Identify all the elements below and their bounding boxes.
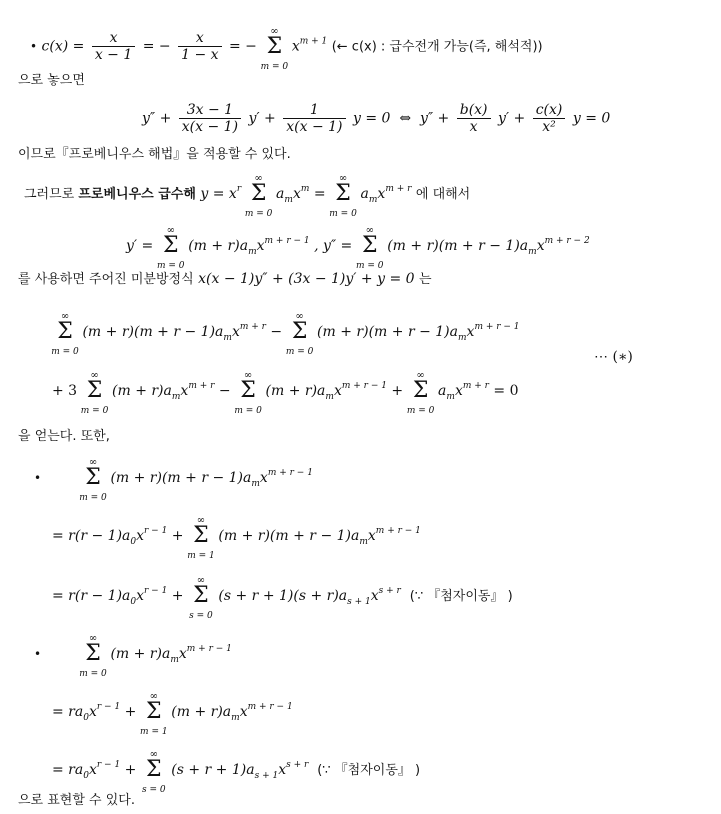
var: x xyxy=(466,324,475,340)
minus: − xyxy=(218,383,231,399)
exponent: r xyxy=(236,184,242,194)
var: x xyxy=(88,704,97,720)
term: (s + r + 1)a xyxy=(171,762,255,778)
equation-c-definition xyxy=(30,25,543,72)
sum-lower: m = 1 xyxy=(140,727,168,737)
bullet: • xyxy=(34,471,42,485)
text-frobenius: 이므로『프로베니우스 해법』을 적용할 수 있다. xyxy=(18,147,291,162)
term: (m + r)a xyxy=(265,383,326,399)
ode: x(x − 1)y″ + (3x − 1)y′ + y = 0 xyxy=(198,271,415,287)
numerator: b(x) xyxy=(457,102,491,119)
numerator: 3x − 1 xyxy=(179,102,241,119)
sum-lower: m = 0 xyxy=(51,347,79,357)
subscript: s + 1 xyxy=(347,597,371,607)
summation: ∞ Σ m = 0 xyxy=(263,36,285,58)
term: (m + r)(m + r − 1)a xyxy=(317,324,458,340)
exponent: m + r − 1 xyxy=(264,236,310,246)
subscript: 0 xyxy=(83,771,89,781)
sum-upper: ∞ xyxy=(88,457,98,468)
subscript: m xyxy=(446,392,455,402)
term: (m + r)(m + r − 1)a xyxy=(218,528,360,544)
bullet: • xyxy=(34,647,42,661)
summation: ∞ Σ m = 0 xyxy=(84,380,106,402)
plus: + xyxy=(391,383,404,399)
var: x xyxy=(370,588,379,604)
subscript: m xyxy=(359,537,368,547)
annotation: (∵ 『첨자이동』 ) xyxy=(317,763,421,778)
yp: y′ + xyxy=(497,110,526,127)
summation: ∞ Σ m = 0 xyxy=(237,380,259,402)
term: (m + r)a xyxy=(112,383,172,399)
exponent: m xyxy=(300,184,310,194)
term: = ra xyxy=(52,762,84,778)
equation-sum1-split xyxy=(52,515,421,561)
numerator: x xyxy=(178,30,221,47)
sum-upper: ∞ xyxy=(295,311,304,322)
sum-upper: ∞ xyxy=(149,691,158,702)
subscript: m xyxy=(248,247,257,257)
denominator: x² xyxy=(542,119,556,135)
equation-ode-standard-form xyxy=(142,102,610,135)
equation-star-line2 xyxy=(52,370,519,416)
sum-upper: ∞ xyxy=(196,515,206,526)
var: x xyxy=(367,528,376,544)
subscript: m xyxy=(170,655,179,665)
sum-upper: ∞ xyxy=(149,749,158,760)
summation: ∞ Σ m = 0 xyxy=(410,380,432,402)
exponent: r − 1 xyxy=(96,760,121,770)
var: x xyxy=(278,762,287,778)
sum-upper: ∞ xyxy=(243,370,253,381)
exponent: m + r − 1 xyxy=(375,526,421,536)
term: a xyxy=(438,383,447,399)
sum-lower: m = 0 xyxy=(80,406,109,416)
summation: ∞ Σ m = 0 xyxy=(54,321,76,343)
equation-sum1-shifted xyxy=(52,575,513,621)
equals-minus: = − xyxy=(228,38,257,55)
exponent: s + r xyxy=(378,586,401,596)
summation: ∞ Σ m = 1 xyxy=(190,525,212,547)
sum-upper: ∞ xyxy=(166,225,175,236)
summation: ∞ Σ m = 0 xyxy=(289,321,311,343)
subscript: m xyxy=(528,247,537,257)
exponent: m + r − 1 xyxy=(186,644,232,654)
fraction xyxy=(283,102,345,135)
subscript: m xyxy=(325,392,334,402)
sum-lower: m = 0 xyxy=(260,61,289,72)
exponent: r − 1 xyxy=(144,586,168,596)
var: x xyxy=(88,762,97,778)
term: = ra xyxy=(52,704,84,720)
subscript: 0 xyxy=(130,597,137,607)
subscript: m xyxy=(171,392,181,402)
text-end: 으로 표현할 수 있다. xyxy=(18,793,135,808)
ypp: y″ + xyxy=(419,110,450,127)
exponent: m + r xyxy=(462,381,489,391)
summation: ∞ Σ m = 0 xyxy=(160,235,182,257)
subscript: m xyxy=(284,195,293,205)
sum-lower: s = 0 xyxy=(142,785,166,795)
sum-upper: ∞ xyxy=(270,25,279,37)
sum-lower: m = 1 xyxy=(187,551,215,561)
exponent: m + r − 2 xyxy=(544,236,590,246)
text-substitute xyxy=(18,270,432,289)
var: x xyxy=(180,383,189,399)
plus: + xyxy=(171,528,184,544)
sum-lower: m = 0 xyxy=(285,347,314,357)
term: (m + r)a xyxy=(188,238,249,254)
term: (m + r)(m + r − 1)a xyxy=(387,238,529,254)
term: (s + r + 1)(s + r)a xyxy=(218,588,348,604)
sum-upper: ∞ xyxy=(60,311,70,322)
sum-lower: m = 0 xyxy=(355,261,384,271)
sum-upper: ∞ xyxy=(90,370,99,381)
yp: y′ = xyxy=(126,238,154,254)
term: = r(r − 1)a xyxy=(52,588,131,604)
term: (m + r)a xyxy=(171,704,232,720)
prefix-text: 그러므로 xyxy=(24,187,79,202)
subscript: m xyxy=(457,333,467,343)
y-eq: y = 0 xyxy=(572,110,611,127)
exponent: r − 1 xyxy=(96,702,121,712)
var: x xyxy=(136,528,145,544)
sum-upper: ∞ xyxy=(416,370,425,381)
sum-lower: m = 0 xyxy=(244,209,273,219)
coef: + 3 xyxy=(52,383,78,399)
summation: ∞ Σ m = 0 xyxy=(359,235,381,257)
numerator: x xyxy=(92,30,135,47)
equation-derivatives xyxy=(126,225,590,271)
var: x xyxy=(333,383,342,399)
exponent: m + r xyxy=(188,381,215,391)
numerator: c(x) xyxy=(533,102,566,119)
iff-symbol: ⇔ xyxy=(399,110,412,127)
exponent: m + r − 1 xyxy=(247,702,293,712)
annotation: (∵ 『첨자이동』 ) xyxy=(409,589,513,604)
plus: + xyxy=(171,588,184,604)
denominator: x(x − 1) xyxy=(286,119,343,135)
exponent: m + r − 1 xyxy=(341,381,387,391)
sum-lower: m = 0 xyxy=(406,406,435,416)
separator: , y″ = xyxy=(314,238,353,254)
minus: − xyxy=(270,324,283,340)
ypp: y″ + xyxy=(142,110,172,127)
equation-label: ⋯ (∗) xyxy=(594,349,633,365)
fraction xyxy=(178,30,221,63)
var: x xyxy=(536,238,545,254)
term: x xyxy=(291,38,300,55)
var: x xyxy=(239,704,248,720)
plus: + xyxy=(124,762,137,778)
var: x xyxy=(231,324,240,340)
equation-star-line1 xyxy=(51,311,520,357)
exponent: s + r xyxy=(286,760,309,770)
text-get: 을 얻는다. 또한, xyxy=(18,429,110,444)
summation: ∞ Σ m = 0 xyxy=(82,643,104,665)
summation: ∞ Σ s = 0 xyxy=(143,759,165,781)
exponent: m + r − 1 xyxy=(267,468,313,478)
equals-zero: = 0 xyxy=(493,383,519,399)
numerator: 1 xyxy=(283,102,345,119)
denominator: 1 − x xyxy=(181,47,219,63)
fraction xyxy=(92,30,135,63)
fraction xyxy=(533,102,566,135)
sum-lower: m = 0 xyxy=(79,493,107,503)
subscript: s + 1 xyxy=(254,771,279,781)
subscript: 0 xyxy=(130,537,137,547)
var: x xyxy=(454,383,463,399)
exponent: m + r xyxy=(239,322,266,332)
equation-sum2 xyxy=(34,633,232,679)
subscript: m xyxy=(368,195,378,205)
var: x xyxy=(136,588,145,604)
var: x xyxy=(292,186,301,202)
suffix-text: 에 대해서 xyxy=(415,187,471,202)
var: x xyxy=(256,238,265,254)
summation: ∞ Σ s = 0 xyxy=(190,585,212,607)
sum-upper: ∞ xyxy=(88,633,98,644)
equals: = xyxy=(313,186,326,202)
var: x xyxy=(178,646,187,662)
exponent: m + 1 xyxy=(299,36,328,47)
subscript: m xyxy=(223,333,232,343)
sum-lower: m = 0 xyxy=(329,209,357,219)
equals-minus: = − xyxy=(142,38,171,55)
subscript: m xyxy=(231,713,240,723)
summation: ∞ Σ m = 0 xyxy=(332,183,354,205)
denominator: x(x − 1) xyxy=(181,119,239,135)
coef: a xyxy=(276,186,285,202)
sum-lower: m = 0 xyxy=(156,261,185,271)
sum-lower: s = 0 xyxy=(189,611,213,621)
plus: + xyxy=(124,704,137,720)
summation: ∞ Σ m = 1 xyxy=(143,701,165,723)
summation: ∞ Σ m = 0 xyxy=(248,183,270,205)
suffix-text: 는 xyxy=(419,272,432,287)
bullet: • xyxy=(30,39,38,54)
fraction xyxy=(179,102,241,135)
annotation: (← c(x) : 급수전개 가능(즉, 해석적)) xyxy=(331,39,543,55)
sum-upper: ∞ xyxy=(196,575,206,586)
sum-lower: m = 0 xyxy=(79,669,107,679)
sum-lower: m = 0 xyxy=(234,406,262,416)
prefix-text: 를 사용하면 주어진 미분방정식 xyxy=(18,272,194,287)
var: x xyxy=(377,186,386,202)
subscript: 0 xyxy=(83,713,89,723)
yp: y′ + xyxy=(248,110,276,127)
y-eq: y = x xyxy=(200,186,237,202)
y-eq: y = 0 xyxy=(352,110,391,127)
c-lhs: c(x) = xyxy=(41,38,85,55)
denominator: x − 1 xyxy=(94,47,133,63)
term: = r(r − 1)a xyxy=(52,528,131,544)
summation: ∞ Σ m = 0 xyxy=(82,467,104,489)
exponent: m + r xyxy=(385,184,412,194)
bold-text: 프로베니우스 급수해 xyxy=(78,187,196,202)
fraction xyxy=(457,102,491,135)
equation-sum1 xyxy=(34,457,313,503)
equation-sum2-split xyxy=(52,691,293,737)
sum-upper: ∞ xyxy=(338,173,348,184)
sum-upper: ∞ xyxy=(254,173,263,184)
sum-upper: ∞ xyxy=(365,225,374,236)
exponent: m + r − 1 xyxy=(474,322,520,332)
coef: a xyxy=(360,186,369,202)
term: (m + r)(m + r − 1)a xyxy=(110,470,252,486)
text-put: 으로 놓으면 xyxy=(18,73,85,88)
term: (m + r)(m + r − 1)a xyxy=(82,324,224,340)
subscript: m xyxy=(251,479,260,489)
equation-sum2-shifted xyxy=(52,749,421,795)
term: (m + r)a xyxy=(110,646,171,662)
equation-frobenius-series xyxy=(24,173,471,219)
exponent: r − 1 xyxy=(144,526,168,536)
denominator: x xyxy=(469,119,478,135)
var: x xyxy=(259,470,268,486)
